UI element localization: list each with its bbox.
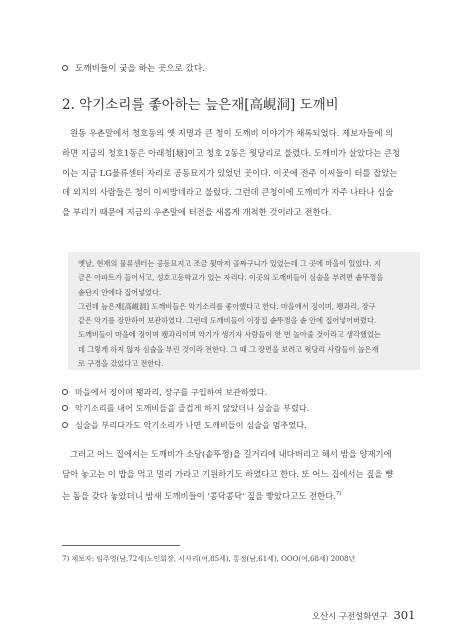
intro-line: 이는 지금 LG물류센터 자리로 공동묘지가 있었던 곳이다. 이곳에 전주 이씨들이 터를 잡았는: [62, 167, 398, 178]
circle-bullet-icon: [62, 405, 68, 411]
page-number: 301: [393, 608, 416, 622]
quote-line: 금은 아파트가 들어서고, 성호고등학교가 있는 자리다. 이곳의 도깨비들이 심술을 부려면 솥뚜껑을: [78, 273, 384, 283]
top-bullet: [62, 62, 205, 74]
circle-bullet-icon: [62, 389, 68, 395]
top-bullet-text: 도깨비들이 궂을 하는 곳으로 갔다.: [75, 64, 205, 74]
intro-line: 데 외지의 사람들은 청이 이씨방네라고 불렀다. 그런데 큰청이에 도깨비가 자주 나타나 심술: [62, 187, 394, 198]
quote-line: 솥단지 안에다 집어넣었다.: [78, 287, 162, 297]
list-item-text: 악기소리를 내어 도깨비들을 즐겁게 하지 않았더니 심술을 부렸다.: [75, 403, 310, 414]
closing-line: 그러고 어느 집에서는 도깨비가 소당(솥뚜껑)을 길거리에 내다버리고 해서 밤을 양재기에: [70, 449, 392, 459]
quote-line: 데 그렇게 하지 않자 심술을 부린 것이라 전한다. 그 때 그 장면을 보려고 웟당리 사람들이 놀은재: [78, 344, 379, 354]
bullet-list: [62, 384, 309, 433]
footnote-reference: 7): [335, 490, 342, 497]
intro-line: 을 부리기 때문에 지금의 우촌말에 터전을 새롭게 개척한 것이라고 전한다.: [62, 207, 332, 218]
footnote: 7) 제보자: 임주영(남,72세)노인회장, 서사리(여,85세), 통정(남,61세), OOO(여,68세) 2008년: [62, 555, 356, 563]
quote-text: [78, 257, 414, 371]
quote-line: 도깨비들이 마을에 징이며 꽹과리이며 악기가 생기자 사람들이 한 번 놀아줄 것이라고 생각했었는: [78, 330, 381, 340]
circle-bullet-icon: [62, 422, 68, 428]
section-title: 2. 악기소리를 좋아하는 늪은재[高峴洞] 도깨비: [62, 97, 339, 113]
list-item-text: 심술을 부리다가도 악기소리가 나면 도깨비들이 심술을 멈추었다.: [75, 419, 307, 430]
page-footer: [312, 608, 415, 622]
circle-bullet-icon: [62, 65, 68, 71]
intro-line: 원동 우촌말에서 청호동의 옛 지명과 큰 청이 도깨비 이야기가 채록되었다. 제보자들에 의: [70, 128, 394, 138]
intro-line: 하면 지금의 청호1동은 아래청[塘]이고 청호 2동은 웟당리로 불렸다. 도깨비가 살았다는 큰청: [62, 147, 401, 158]
list-item: [62, 417, 309, 433]
closing-line-text: 는 돔을 갖다 놓았더니 밤새 도깨비들이 '콩닥콩닥' 짚을 빻았다고도 전한다.: [62, 490, 336, 501]
quote-line: 그런데 늪은재[高峴洞] 도깨비들은 악기소리를 좋아했다고 한다. 마을에서 징이며, 꽹과리, 장구: [78, 301, 376, 311]
closing-paragraph: [62, 445, 422, 506]
quote-line: 옛날, 현재의 물류센터는 공동묘지고 조금 뒷마저 골짜구니가 있었는데 그 곳에 마을이 있었다. 지: [78, 259, 381, 268]
list-item: [62, 384, 309, 400]
list-item: [62, 400, 309, 416]
intro-paragraph: [62, 124, 422, 223]
footnote-divider: [62, 545, 180, 546]
footer-source: 오산시 구전설화연구: [312, 611, 388, 621]
quote-line: 같은 악기를 장만하여 보관하였다. 그런데 도깨비들이 이장집 솥뚜껑을 솥 안에 집어넣어버렸다.: [78, 316, 377, 326]
closing-line: 담아 놓고는 이 밥을 먹고 멀리 가라고 기원하기도 하였다고 한다. 또 어느 집에서는 짚을 뺭: [62, 468, 394, 479]
quote-line: 로 구경을 갔었다고 전한다.: [78, 359, 164, 369]
list-item-text: 마을에서 징이며 꽹과리, 장구를 구입하여 보관하였다.: [75, 387, 268, 397]
closing-line: [62, 485, 422, 507]
